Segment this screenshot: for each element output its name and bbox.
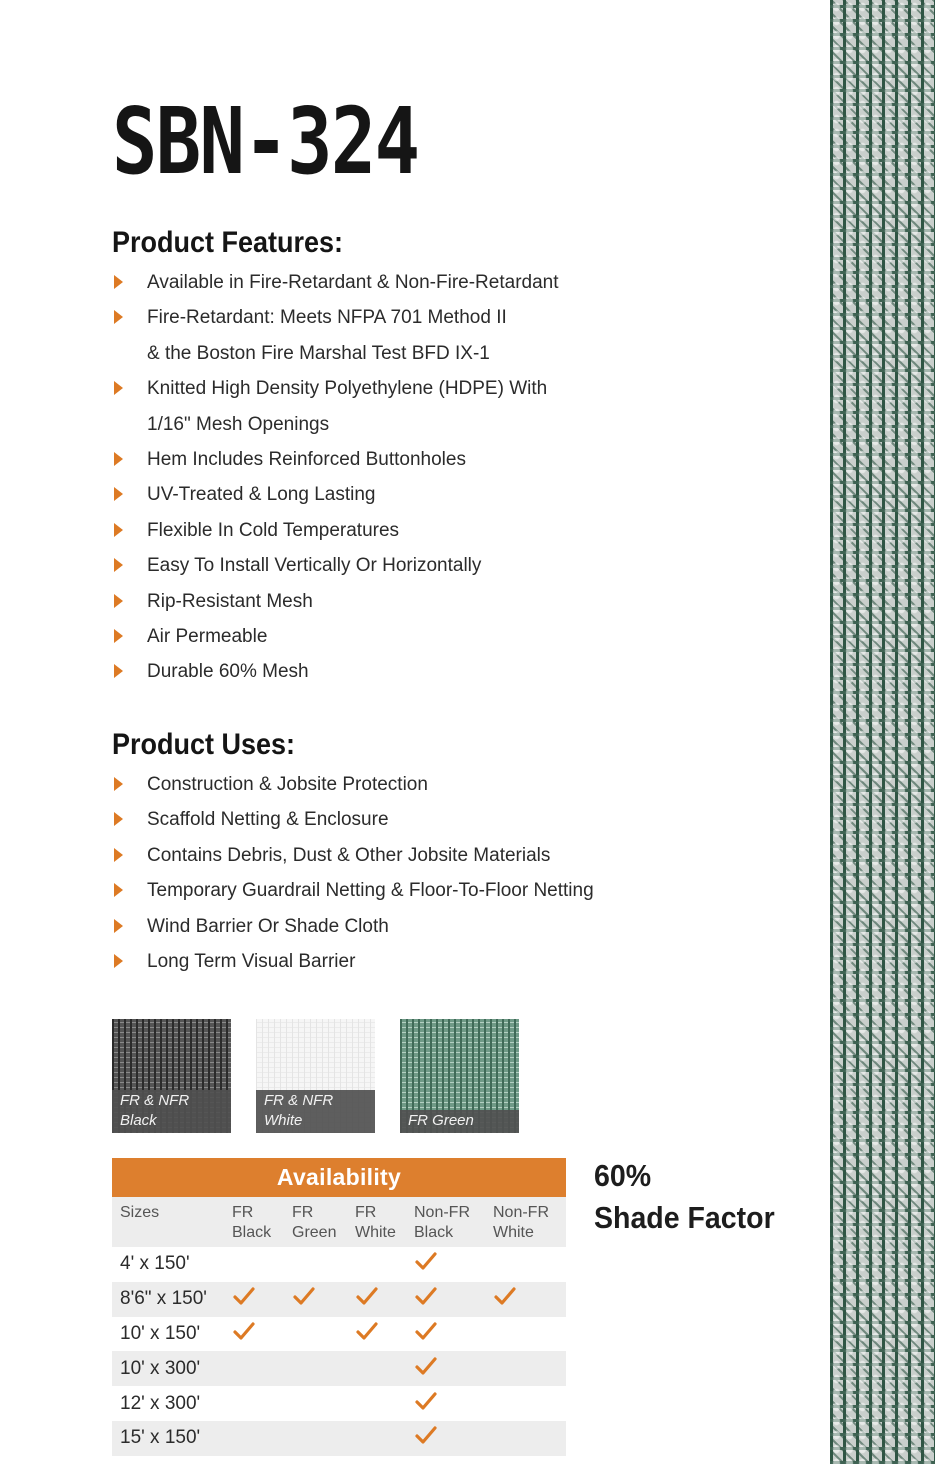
availability-table xyxy=(112,1158,566,1456)
checkmark-icon xyxy=(414,1425,438,1445)
bullet-arrow-icon xyxy=(114,381,123,395)
list-item xyxy=(112,619,559,654)
column-header: FR Black xyxy=(232,1204,272,1241)
swatch-green xyxy=(400,1019,519,1133)
checkmark-icon xyxy=(414,1391,438,1411)
checkmark-icon xyxy=(414,1286,438,1306)
list-item-text: Flexible In Cold Temperatures xyxy=(147,519,400,541)
table-row xyxy=(112,1351,566,1386)
list-item xyxy=(112,873,594,908)
list-item-text: Rip-Resistant Mesh xyxy=(147,590,313,612)
green-mesh-texture-strip xyxy=(830,0,935,1464)
bullet-arrow-icon xyxy=(114,452,123,466)
column-header: FR Green xyxy=(292,1204,337,1241)
bullet-arrow-icon xyxy=(114,812,123,826)
list-item-text: & the Boston Fire Marshal Test BFD IX-1 xyxy=(147,342,490,364)
size-cell: 4' x 150' xyxy=(120,1253,190,1275)
list-item-text: Construction & Jobsite Protection xyxy=(147,774,428,795)
availability-cell xyxy=(414,1391,493,1417)
availability-cell xyxy=(414,1321,493,1347)
bullet-arrow-icon xyxy=(114,777,123,791)
swatch-caption: FR & NFR White xyxy=(256,1090,375,1133)
list-item-text: Fire-Retardant: Meets NFPA 701 Method II xyxy=(147,307,507,329)
table-row xyxy=(112,1247,566,1282)
list-item xyxy=(112,513,559,548)
availability-cell xyxy=(414,1251,493,1277)
list-item xyxy=(112,265,559,300)
swatch-caption: FR Green xyxy=(400,1110,519,1133)
checkmark-icon xyxy=(355,1321,379,1341)
bullet-arrow-icon xyxy=(114,954,123,968)
bullet-arrow-icon xyxy=(114,594,123,608)
list-item-text: Scaffold Netting & Enclosure xyxy=(147,809,389,831)
list-item-text: Easy To Install Vertically Or Horizontally xyxy=(147,555,482,577)
list-item-text: Air Permeable xyxy=(147,626,268,648)
availability-cell xyxy=(355,1321,414,1347)
list-item xyxy=(112,371,559,442)
availability-title: Availability xyxy=(112,1158,566,1197)
swatch-caption: FR & NFR Black xyxy=(112,1090,231,1133)
list-item-text: Wind Barrier Or Shade Cloth xyxy=(147,915,389,937)
bullet-arrow-icon xyxy=(114,523,123,537)
availability-cell xyxy=(493,1286,566,1312)
column-header: Non-FR Black xyxy=(414,1204,471,1241)
bullet-arrow-icon xyxy=(114,310,123,324)
checkmark-icon xyxy=(355,1286,379,1306)
shade-factor-value: 60% xyxy=(594,1158,652,1193)
availability-cell xyxy=(414,1425,493,1451)
bullet-arrow-icon xyxy=(114,883,123,897)
checkmark-icon xyxy=(493,1286,517,1306)
table-row xyxy=(112,1386,566,1421)
list-item-text: Contains Debris, Dust & Other Jobsite Materials xyxy=(147,844,551,866)
swatch-black xyxy=(112,1019,231,1133)
list-item xyxy=(112,767,594,802)
column-header: Sizes xyxy=(120,1204,160,1221)
shade-factor-label: Shade Factor xyxy=(594,1200,775,1235)
size-cell: 8'6" x 150' xyxy=(120,1288,207,1310)
table-row xyxy=(112,1421,566,1456)
bullet-arrow-icon xyxy=(114,629,123,643)
checkmark-icon xyxy=(232,1321,256,1341)
list-item xyxy=(112,909,594,944)
bullet-arrow-icon xyxy=(114,664,123,678)
list-item-text: UV-Treated & Long Lasting xyxy=(147,484,376,506)
shade-factor xyxy=(594,1155,790,1239)
column-header: Non-FR White xyxy=(493,1204,550,1241)
checkmark-icon xyxy=(292,1286,316,1306)
list-item xyxy=(112,654,559,689)
availability-rows xyxy=(112,1247,566,1456)
list-item xyxy=(112,300,559,371)
availability-cell xyxy=(414,1286,493,1312)
features-heading: Product Features: xyxy=(112,226,344,259)
availability-cell xyxy=(232,1321,292,1347)
list-item-text: Temporary Guardrail Netting & Floor-To-Floor Netting xyxy=(147,880,594,902)
checkmark-icon xyxy=(232,1286,256,1306)
list-item xyxy=(112,477,559,512)
column-header: FR White xyxy=(355,1204,396,1241)
availability-cell xyxy=(414,1356,493,1382)
list-item xyxy=(112,584,559,619)
availability-cell xyxy=(292,1286,355,1312)
list-item-text: Available in Fire-Retardant & Non-Fire-Retardant xyxy=(147,272,559,293)
checkmark-icon xyxy=(414,1251,438,1271)
uses-list xyxy=(112,767,594,979)
list-item xyxy=(112,548,559,583)
table-row xyxy=(112,1317,566,1352)
availability-cell xyxy=(355,1286,414,1312)
table-row xyxy=(112,1282,566,1317)
list-item-text: Long Term Visual Barrier xyxy=(147,951,356,973)
features-list xyxy=(112,265,559,690)
uses-heading: Product Uses: xyxy=(112,728,296,761)
list-item-text: Knitted High Density Polyethylene (HDPE) With xyxy=(147,378,548,400)
checkmark-icon xyxy=(414,1321,438,1341)
swatch-white xyxy=(256,1019,375,1133)
bullet-arrow-icon xyxy=(114,558,123,572)
size-cell: 15' x 150' xyxy=(120,1427,201,1449)
bullet-arrow-icon xyxy=(114,919,123,933)
bullet-arrow-icon xyxy=(114,275,123,289)
list-item xyxy=(112,442,559,477)
list-item xyxy=(112,838,594,873)
checkmark-icon xyxy=(414,1356,438,1376)
size-cell: 10' x 150' xyxy=(120,1322,201,1344)
bullet-arrow-icon xyxy=(114,848,123,862)
product-title: SBN-324 xyxy=(112,88,419,195)
list-item xyxy=(112,802,594,837)
size-cell: 12' x 300' xyxy=(120,1392,201,1414)
availability-cell xyxy=(232,1286,292,1312)
list-item xyxy=(112,944,594,979)
size-cell: 10' x 300' xyxy=(120,1357,201,1379)
list-item-text: 1/16" Mesh Openings xyxy=(147,413,330,435)
list-item-text: Durable 60% Mesh xyxy=(147,661,309,683)
availability-column-headers xyxy=(112,1197,566,1247)
list-item-text: Hem Includes Reinforced Buttonholes xyxy=(147,449,466,471)
bullet-arrow-icon xyxy=(114,487,123,501)
